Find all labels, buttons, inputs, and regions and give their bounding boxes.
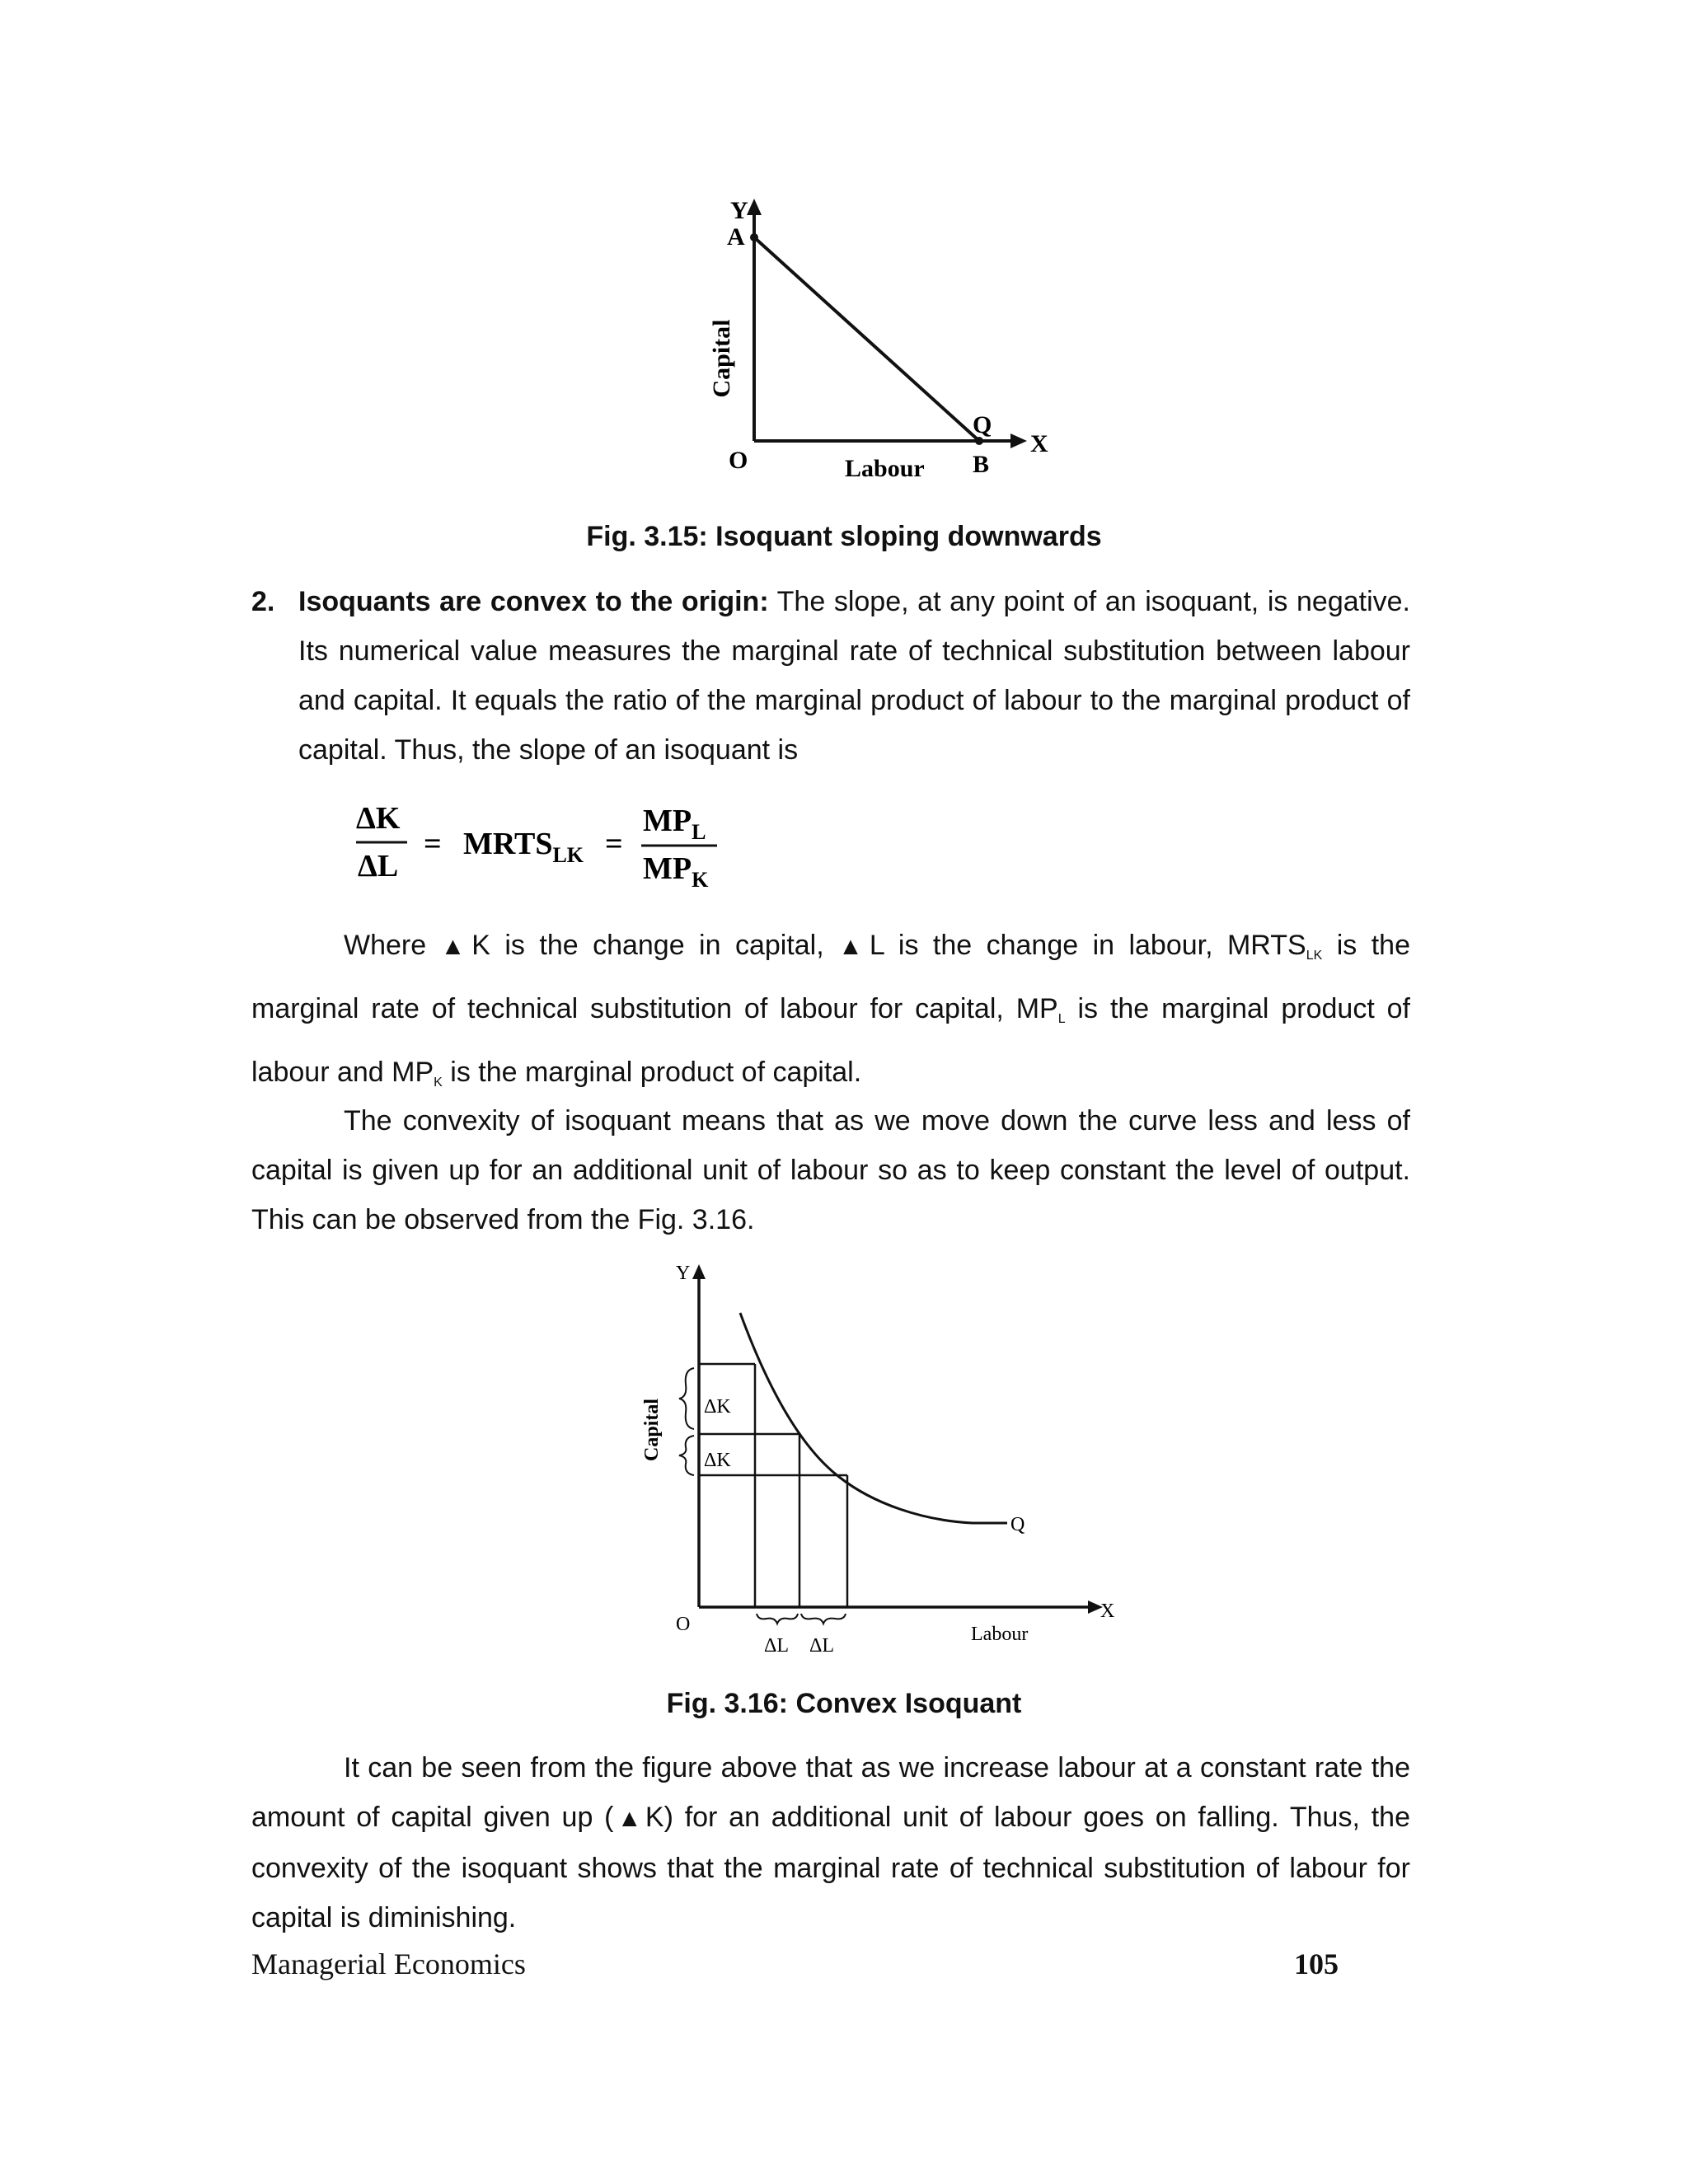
convexity-paragraph: The convexity of isoquant means that as we move down the curve less and less of capital is given up for an additional unit of labour so as to keep constant the level of output. This can be observed from the Fig. 3.16.: [251, 1105, 1410, 1235]
origin-label: O: [676, 1614, 691, 1635]
formula-equals-1: =: [424, 827, 442, 861]
y-axis-arrow: [747, 199, 762, 215]
formula-dl: ΔL: [358, 849, 399, 883]
delta-triangle-icon: ▲: [613, 1805, 645, 1832]
mrts-formula: [346, 791, 734, 907]
brace-dk-1: [679, 1368, 694, 1429]
brace-dl-1: [757, 1614, 798, 1624]
brace-dk-2: [679, 1436, 694, 1475]
labour-label: Labour: [971, 1624, 1029, 1645]
section-2-paragraph: [251, 577, 1410, 775]
x-label: X: [1030, 430, 1048, 457]
footer-book-title: Managerial Economics: [251, 1947, 526, 1980]
dl-label-1: ΔL: [764, 1635, 790, 1657]
dk-label-2: ΔK: [704, 1450, 731, 1471]
y-axis-arrow: [692, 1264, 706, 1279]
brace-dl-2: [801, 1614, 846, 1624]
delta-triangle-icon: ▲: [440, 933, 472, 960]
formula-mpl: $MP_L$: [643, 804, 706, 844]
section-number: 2.: [251, 586, 275, 617]
section-text: The slope, at any point of an isoquant, is negative. Its numerical value measures the marginal rate of technical substitution between labour and capital. It equals the ratio of the marginal product of labour to the marginal product of capital. Thus, the slope of an isoquant is: [298, 586, 1410, 766]
y-label: Y: [676, 1263, 691, 1284]
formula-mpk: $MP_K$: [643, 851, 709, 892]
dk-label-1: ΔK: [704, 1396, 731, 1418]
where-paragraph: Where ▲K is the change in capital, ▲L is the change in labour, $MRTS_{LK}$ is the marginal rate of technical substitution of labour for capital, $MP_L$ is the marginal product of labour and $MP_K$ is the marginal product of capital.: [251, 930, 1410, 1090]
figure-3-16-caption: Fig. 3.16: Convex Isoquant: [666, 1688, 1022, 1719]
labour-label: Labour: [845, 455, 925, 482]
figure-3-15-caption: Fig. 3.15: Isoquant sloping downwards: [586, 521, 1102, 552]
formula-dk: ΔK: [356, 801, 401, 836]
capital-label: Capital: [641, 1398, 663, 1462]
formula-mrts: $MRTS_{LK}$: [463, 827, 584, 867]
figure-3-16: [635, 1261, 1129, 1673]
q-label: Q: [973, 411, 992, 438]
section-heading: Isoquants are convex to the origin:: [298, 586, 769, 617]
dl-label-2: ΔL: [809, 1635, 835, 1657]
isoquant-curve: [740, 1313, 1007, 1523]
page-number: 105: [1294, 1947, 1339, 1980]
x-axis-arrow: [1010, 434, 1027, 448]
final-paragraph: It can be seen from the figure above that as we increase labour at a constant rate the amount of capital given up (▲K) for an additional unit of labour goes on falling. Thus, the convexity of the isoquant shows that the marginal rate of technical substitution of labour for capital is diminishing.: [251, 1752, 1410, 1933]
a-label: A: [727, 223, 745, 251]
y-label: Y: [730, 197, 748, 224]
q-label: Q: [1010, 1514, 1025, 1535]
delta-triangle-icon: ▲: [838, 933, 870, 960]
point-a: [750, 233, 758, 241]
isoquant-line: [754, 237, 979, 441]
origin-label: O: [729, 447, 748, 474]
figure-3-15: [692, 194, 1080, 490]
formula-equals-2: =: [605, 827, 623, 861]
x-label: X: [1100, 1601, 1115, 1622]
capital-label: Capital: [708, 319, 735, 398]
b-label: B: [973, 451, 990, 478]
